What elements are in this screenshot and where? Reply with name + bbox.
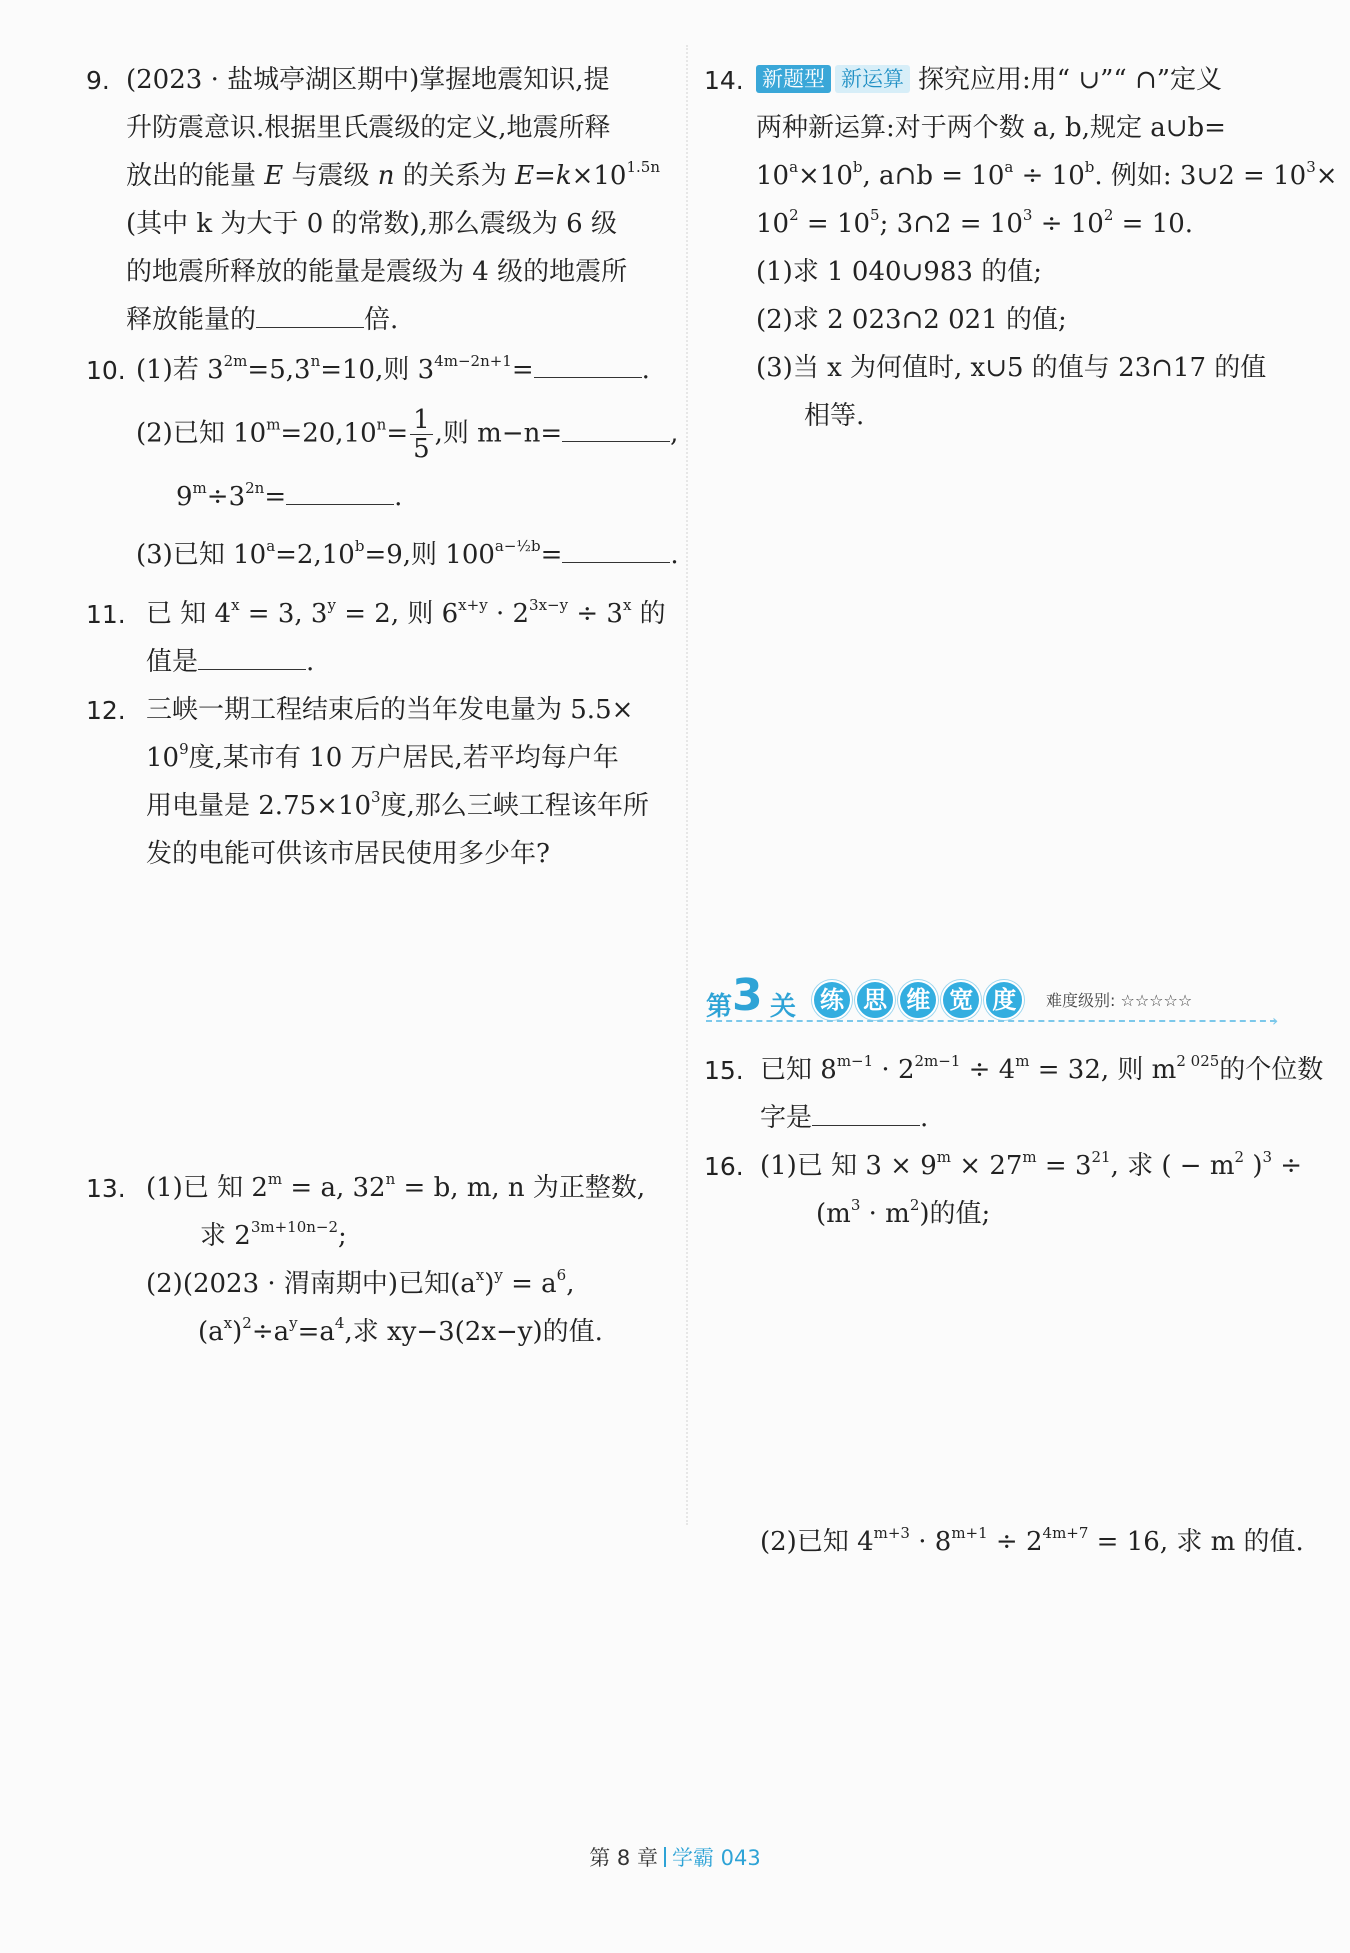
problem-15-line-2: 字是 . xyxy=(760,1103,929,1133)
column-divider xyxy=(686,45,689,1525)
problem-12-line-2: $10^9$度,某市有 10 万户居民,若平均每户年 xyxy=(146,740,619,773)
answer-blank[interactable] xyxy=(812,1101,920,1126)
problem-13-line-3: (2)(2023 · 渭南期中)已知$(a^x)^y = a^6$, xyxy=(146,1266,575,1299)
problem-9 xyxy=(126,56,660,344)
new-question-type-tag: 新题型 xyxy=(756,65,831,93)
stage-title-char: 练 xyxy=(812,980,852,1020)
answer-blank[interactable] xyxy=(534,353,642,378)
arrow-right-icon: › xyxy=(1272,1011,1279,1030)
problem-11-line-1: 已 知 $4^x = 3$, $3^y = 2$, 则 $6^{x+y} \cdot 2^{3x-y} \div 3^x$ 的 xyxy=(146,596,666,629)
stage-suffix: 关 xyxy=(770,992,797,1022)
problem-9-line-6: 释放能量的 倍. xyxy=(126,305,399,335)
problem-11-number: 11. xyxy=(86,600,126,629)
problem-10-part-1: (1)若 $3^{2m}=5,3^n=10$,则 $3^{4m-2n+1}=$ . xyxy=(136,352,650,385)
chapter-label: 第 8 章 xyxy=(589,1846,658,1870)
problem-10 xyxy=(136,346,679,579)
problem-13-number: 13. xyxy=(86,1174,126,1203)
problem-16 xyxy=(760,1142,1302,1238)
stage-underline xyxy=(706,1020,1276,1022)
problem-14-line-4: $10^2 = 10^5$; 3∩2 = $10^3 \div 10^2 = 10$. xyxy=(756,206,1194,239)
stage-banner xyxy=(706,970,1286,1030)
problem-9-line-4: (其中 k 为大于 0 的常数),那么震级为 6 级 xyxy=(126,209,617,239)
problem-10-part-3: (3)已知 $10^a=2,10^b=9$,则 $100^{a-\frac{1}{2}b}=$ . xyxy=(136,537,679,570)
stage-title-char: 宽 xyxy=(941,980,981,1020)
problem-13-line-2: 求 $2^{3m+10n-2}$; xyxy=(200,1218,347,1251)
problem-10-part-2b: $9^m\div 3^{2n}=$ . xyxy=(176,479,403,512)
problem-14-part-1: (1)求 1 040∪983 的值; xyxy=(756,257,1042,287)
page-footer xyxy=(0,1842,1350,1872)
problem-16-line-3: (2)已知 $4^{m+3} \cdot 8^{m+1} \div 2^{4m+7} = 16$, 求 m 的值. xyxy=(760,1524,1304,1557)
problem-12-line-3: 用电量是 $2.75\times 10^3$度,那么三峡工程该年所 xyxy=(146,788,649,821)
page-number: 043 xyxy=(720,1846,761,1870)
problem-11-line-2: 值是 . xyxy=(146,647,315,677)
problem-14-line-3: $10^a\times 10^b$, a∩b = $10^a \div 10^b$. 例如: 3∪2 = $10^3\times$ xyxy=(756,158,1338,191)
problem-13-line-4: $(a^x)^2\div a^y=a^4$,求 xy−3(2x−y)的值. xyxy=(198,1314,603,1347)
answer-blank[interactable] xyxy=(286,480,394,505)
problem-12-line-4: 发的电能可供该市居民使用多少年? xyxy=(146,839,550,869)
problem-16-number: 16. xyxy=(704,1152,744,1181)
answer-blank[interactable] xyxy=(562,538,670,563)
stage-title-char: 维 xyxy=(898,980,938,1020)
answer-blank[interactable] xyxy=(562,417,670,442)
problem-15-number: 15. xyxy=(704,1056,744,1085)
fraction: $\frac{1}{5}$ xyxy=(410,406,433,463)
problem-14 xyxy=(756,56,1338,440)
problem-13 xyxy=(146,1164,645,1356)
problem-16-line-2: $(m^3 \cdot m^2)$的值; xyxy=(816,1196,991,1229)
problem-12-line-1: 三峡一期工程结束后的当年发电量为 5.5× xyxy=(146,695,634,725)
problem-10-number: 10. xyxy=(86,356,126,385)
answer-blank[interactable] xyxy=(256,303,364,328)
footer-separator xyxy=(664,1847,666,1867)
stage-title xyxy=(812,980,1022,1020)
problem-9-line-3: 放出的能量 E 与震级 n 的关系为 $E=k\times 10^{1.5n}$ xyxy=(126,158,660,191)
problem-14-number: 14. xyxy=(704,66,744,95)
problem-13-line-1: (1)已 知 $2^m = a$, $32^n = b$, m, n 为正整数, xyxy=(146,1170,646,1203)
problem-10-part-2: (2)已知 $10^m=20,10^n=$ $\frac{1}{5}$ ,则 m−n= , xyxy=(136,405,679,464)
problem-14-part-2: (2)求 2 023∩2 021 的值; xyxy=(756,305,1067,335)
problem-15-line-1: 已知 $8^{m-1} \cdot 2^{2m-1} \div 4^m = 32$, 则 $m^{2 025}$的个位数 xyxy=(760,1052,1324,1085)
brand-label: 学霸 xyxy=(671,1846,714,1870)
stage-number: 3 xyxy=(732,970,763,1021)
problem-12 xyxy=(146,686,649,878)
problem-14-line-1: 新题型 新运算 探究应用:用“ ∪”“ ∩”定义 xyxy=(756,56,1338,104)
problem-9-line-2: 升防震意识.根据里氏震级的定义,地震所释 xyxy=(126,113,611,143)
new-operation-tag: 新运算 xyxy=(835,65,910,93)
problem-14-part-3b: 相等. xyxy=(804,401,865,431)
problem-14-part-3: (3)当 x 为何值时, x∪5 的值与 23∩17 的值 xyxy=(756,353,1267,383)
problem-16-line-1: (1)已 知 $3 \times 9^m \times 27^m = 3^{21}$, 求 ( − $m^2$ )$^3$ ÷ xyxy=(760,1148,1303,1181)
problem-11 xyxy=(146,590,666,686)
answer-blank[interactable] xyxy=(198,645,306,670)
stage-title-char: 度 xyxy=(984,980,1024,1020)
stage-prefix: 第 xyxy=(706,992,733,1022)
difficulty-rating: 难度级别: ☆☆☆☆☆ xyxy=(1046,991,1193,1010)
problem-9-number: 9. xyxy=(86,66,110,95)
stage-title-char: 思 xyxy=(855,980,895,1020)
problem-9-line-1: (2023 · 盐城亭湖区期中)掌握地震知识,提 xyxy=(126,65,610,95)
problem-12-number: 12. xyxy=(86,696,126,725)
problem-16-part-2 xyxy=(760,1518,1304,1566)
problem-15 xyxy=(760,1046,1323,1142)
problem-9-line-5: 的地震所释放的能量是震级为 4 级的地震所 xyxy=(126,257,628,287)
problem-14-line-2: 两种新运算:对于两个数 a, b,规定 a∪b= xyxy=(756,113,1226,143)
